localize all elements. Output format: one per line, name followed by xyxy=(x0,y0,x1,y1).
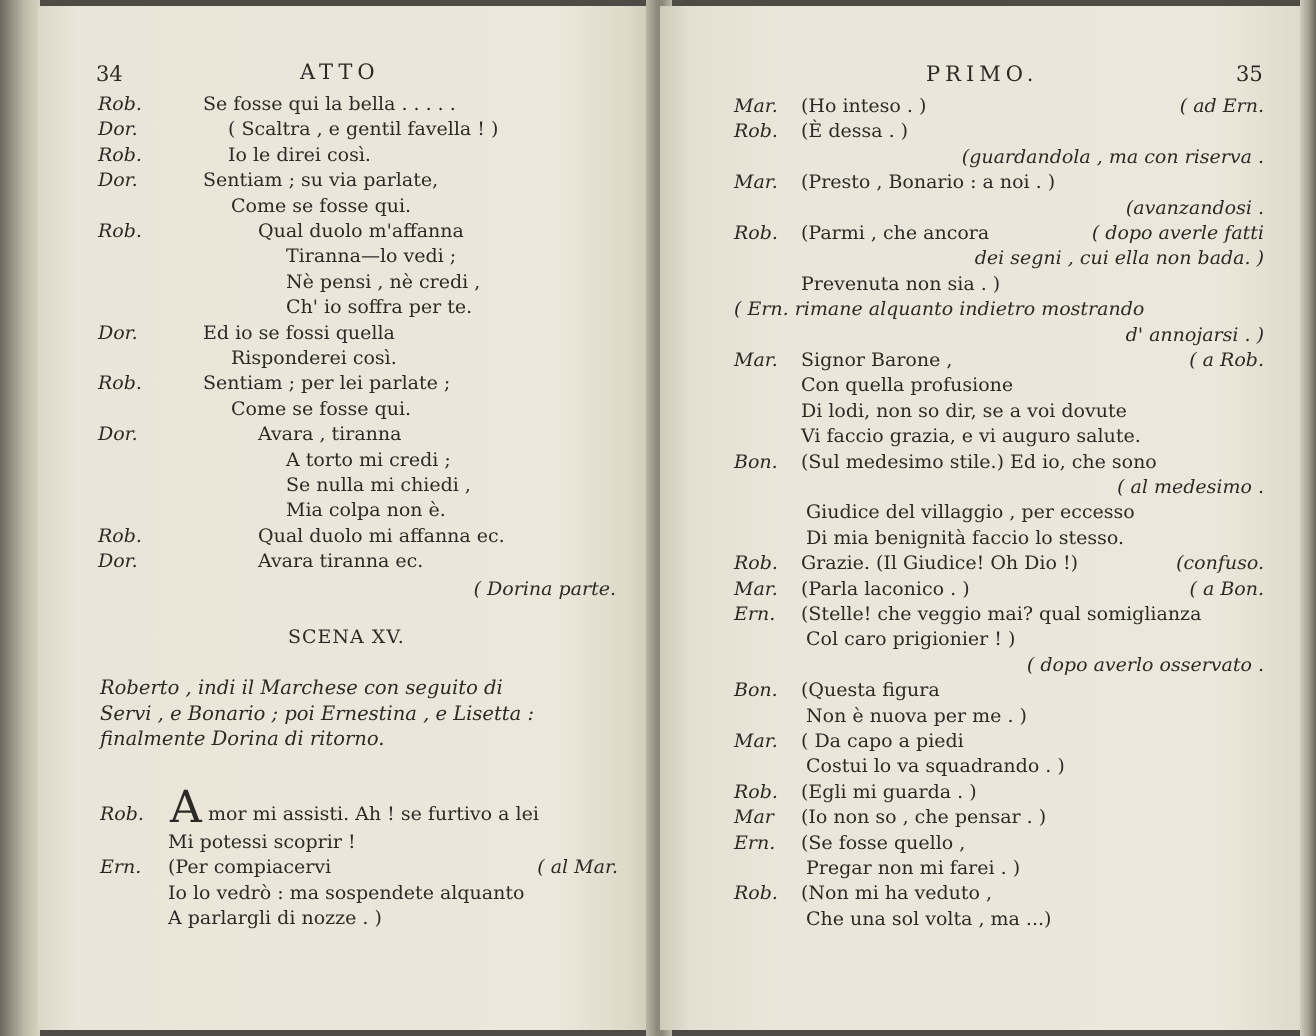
aside-direction: ( Ern. rimane alquanto indietro mostrando xyxy=(734,298,1145,321)
verse-line: Io le direi così. xyxy=(228,143,371,166)
verse-line: Se fosse qui la bella . . . . . xyxy=(203,93,456,115)
verse-line: A parlargli di nozze . ) xyxy=(168,907,382,929)
verse-line: Pregar non mi farei . ) xyxy=(806,857,1021,879)
speaker-label: Dor. xyxy=(98,321,138,344)
aside-direction: dei segni , cui ella non bada. ) xyxy=(974,247,1264,270)
speaker-label: Rob. xyxy=(734,882,778,905)
verse-line: Vi faccio grazia, e vi auguro salute. xyxy=(801,425,1141,448)
aside-direction: (avanzandosi . xyxy=(1125,196,1264,219)
verse-line: Non è nuova per me . ) xyxy=(806,704,1027,727)
speaker-label: Ern. xyxy=(734,831,776,854)
aside-direction: ( dopo averlo osservato . xyxy=(1026,653,1264,676)
speaker-label: Rob. xyxy=(98,372,142,395)
stage-direction-line: Roberto , indi il Marchese con seguito di xyxy=(100,676,503,699)
verse-line: Grazie. (Il Giudice! Oh Dio !) xyxy=(801,552,1079,575)
verse-line: Qual duolo mi affanna ec. xyxy=(258,524,505,547)
verse-line: (È dessa . ) xyxy=(801,120,909,143)
verse-line: (Egli mi guarda . ) xyxy=(801,780,977,803)
book-edge-left xyxy=(0,0,40,1036)
verse-line: (Stelle! che veggio mai? qual somiglianza xyxy=(801,603,1202,625)
speaker-label: Dor. xyxy=(98,423,138,446)
aside-direction: ( ad Ern. xyxy=(1179,95,1264,117)
verse-line: Col caro prigionier ! ) xyxy=(806,628,1016,651)
drop-capital: A xyxy=(170,782,202,833)
verse-line: Mia colpa non è. xyxy=(286,499,446,522)
speaker-label: Bon. xyxy=(734,679,778,702)
verse-line: Ed io se fossi quella xyxy=(203,321,395,344)
verse-line: Se nulla mi chiedi , xyxy=(286,474,471,496)
book-edge-right xyxy=(1300,0,1316,1036)
verse-line: Di mia benignità faccio lo stesso. xyxy=(806,526,1125,549)
verse-line: Costui lo va squadrando . ) xyxy=(806,755,1065,778)
aside-direction: ( al medesimo . xyxy=(1117,476,1264,498)
verse-line: Come se fosse qui. xyxy=(231,194,412,217)
speaker-label: Mar. xyxy=(734,95,778,117)
verse-line: Come se fosse qui. xyxy=(231,397,412,420)
verse-line: Risponderei così. xyxy=(231,347,397,369)
page-number-right: 35 xyxy=(1236,62,1263,86)
speaker-label: Rob. xyxy=(734,552,778,575)
speaker-label: Rob. xyxy=(734,222,778,244)
verse-line: (Io non so , che pensar . ) xyxy=(801,806,1047,829)
verse-line: (Sul medesimo stile.) Ed io, che sono xyxy=(801,450,1157,473)
speaker-label: Ern. xyxy=(734,603,776,625)
speaker-label: Mar xyxy=(734,806,774,829)
verse-line: (Presto , Bonario : a noi . ) xyxy=(801,171,1056,194)
verse-line: Sentiam ; per lei parlate ; xyxy=(203,372,451,395)
speaker-label: Mar. xyxy=(734,577,778,600)
verse-line: Signor Barone , xyxy=(801,349,953,371)
speaker-label: Dor. xyxy=(98,118,138,141)
verse-line: Tiranna—lo vedi ; xyxy=(286,245,457,268)
speaker-label: Bon. xyxy=(734,450,778,473)
speaker-label: Dor. xyxy=(98,550,138,573)
verse-line: (Per compiacervi xyxy=(168,856,332,878)
verse-line: Nè pensi , nè credi , xyxy=(286,270,481,293)
verse-line: ( Scaltra , e gentil favella ! ) xyxy=(228,118,499,141)
verse-line: (Questa figura xyxy=(801,679,940,702)
scene-heading: SCENA XV. xyxy=(288,626,405,648)
verse-line: Qual duolo m'affanna xyxy=(258,220,464,242)
verse-line: ( Da capo a piedi xyxy=(801,730,964,752)
verse-line: A torto mi credi ; xyxy=(286,448,451,471)
verse-line: Che una sol volta , ma ...) xyxy=(806,907,1052,930)
verse-line: (Ho inteso . ) xyxy=(801,95,927,117)
aside-direction: ( dopo averle fatti xyxy=(1091,222,1264,244)
verse-line: (Parla laconico . ) xyxy=(801,577,970,600)
speaker-label: Mar. xyxy=(734,171,778,194)
verse-line: Con quella profusione xyxy=(801,374,1014,397)
right-page xyxy=(660,6,1304,1030)
speaker-label: Mar. xyxy=(734,349,778,371)
aside-direction: ( a Rob. xyxy=(1189,349,1264,371)
verse-line: mor mi assisti. Ah ! se furtivo a lei xyxy=(208,803,539,825)
verse-line: Sentiam ; su via parlate, xyxy=(203,169,439,192)
left-page xyxy=(38,6,656,1030)
speaker-label: Rob. xyxy=(100,803,144,825)
verse-line: (Non mi ha veduto , xyxy=(801,882,993,905)
running-header-left: ATTO xyxy=(300,60,380,84)
verse-line: Mi potessi scoprir ! xyxy=(168,831,356,853)
aside-direction: (guardandola , ma con riserva . xyxy=(961,145,1264,168)
verse-line: Avara tiranna ec. xyxy=(258,550,424,573)
verse-line: ( Dorina parte. xyxy=(473,577,616,600)
speaker-label: Rob. xyxy=(98,93,142,115)
verse-line: Ch' io soffra per te. xyxy=(286,296,473,319)
verse-line: Giudice del villaggio , per eccesso xyxy=(806,501,1135,524)
stage-direction-line: Servi , e Bonario ; poi Ernestina , e Lisetta : xyxy=(100,701,535,725)
speaker-label: Dor. xyxy=(98,169,138,192)
speaker-label: Mar. xyxy=(734,730,778,752)
speaker-label: Rob. xyxy=(98,220,142,242)
speaker-label: Rob. xyxy=(734,780,778,803)
verse-line: Di lodi, non so dir, se a voi dovute xyxy=(801,399,1127,422)
verse-line: Prevenuta non sia . ) xyxy=(801,272,1001,295)
verse-line: (Parmi , che ancora xyxy=(801,222,990,244)
speaker-label: Rob. xyxy=(734,120,778,143)
aside-direction: d' annojarsi . ) xyxy=(1125,323,1264,346)
speaker-label: Ern. xyxy=(100,856,142,878)
running-header-right: PRIMO. xyxy=(926,62,1039,86)
speaker-label: Rob. xyxy=(98,524,142,547)
page-number-left: 34 xyxy=(96,62,123,86)
stage-direction-line: finalmente Dorina di ritorno. xyxy=(100,727,385,750)
aside-direction: (confuso. xyxy=(1176,552,1264,575)
verse-line: (Se fosse quello , xyxy=(801,831,966,854)
aside-direction: ( a Bon. xyxy=(1189,577,1264,600)
aside-direction: ( al Mar. xyxy=(537,856,618,878)
verse-line: Io lo vedrò : ma sospendete alquanto xyxy=(168,882,525,904)
speaker-label: Rob. xyxy=(98,143,142,166)
verse-line: Avara , tiranna xyxy=(258,423,402,446)
